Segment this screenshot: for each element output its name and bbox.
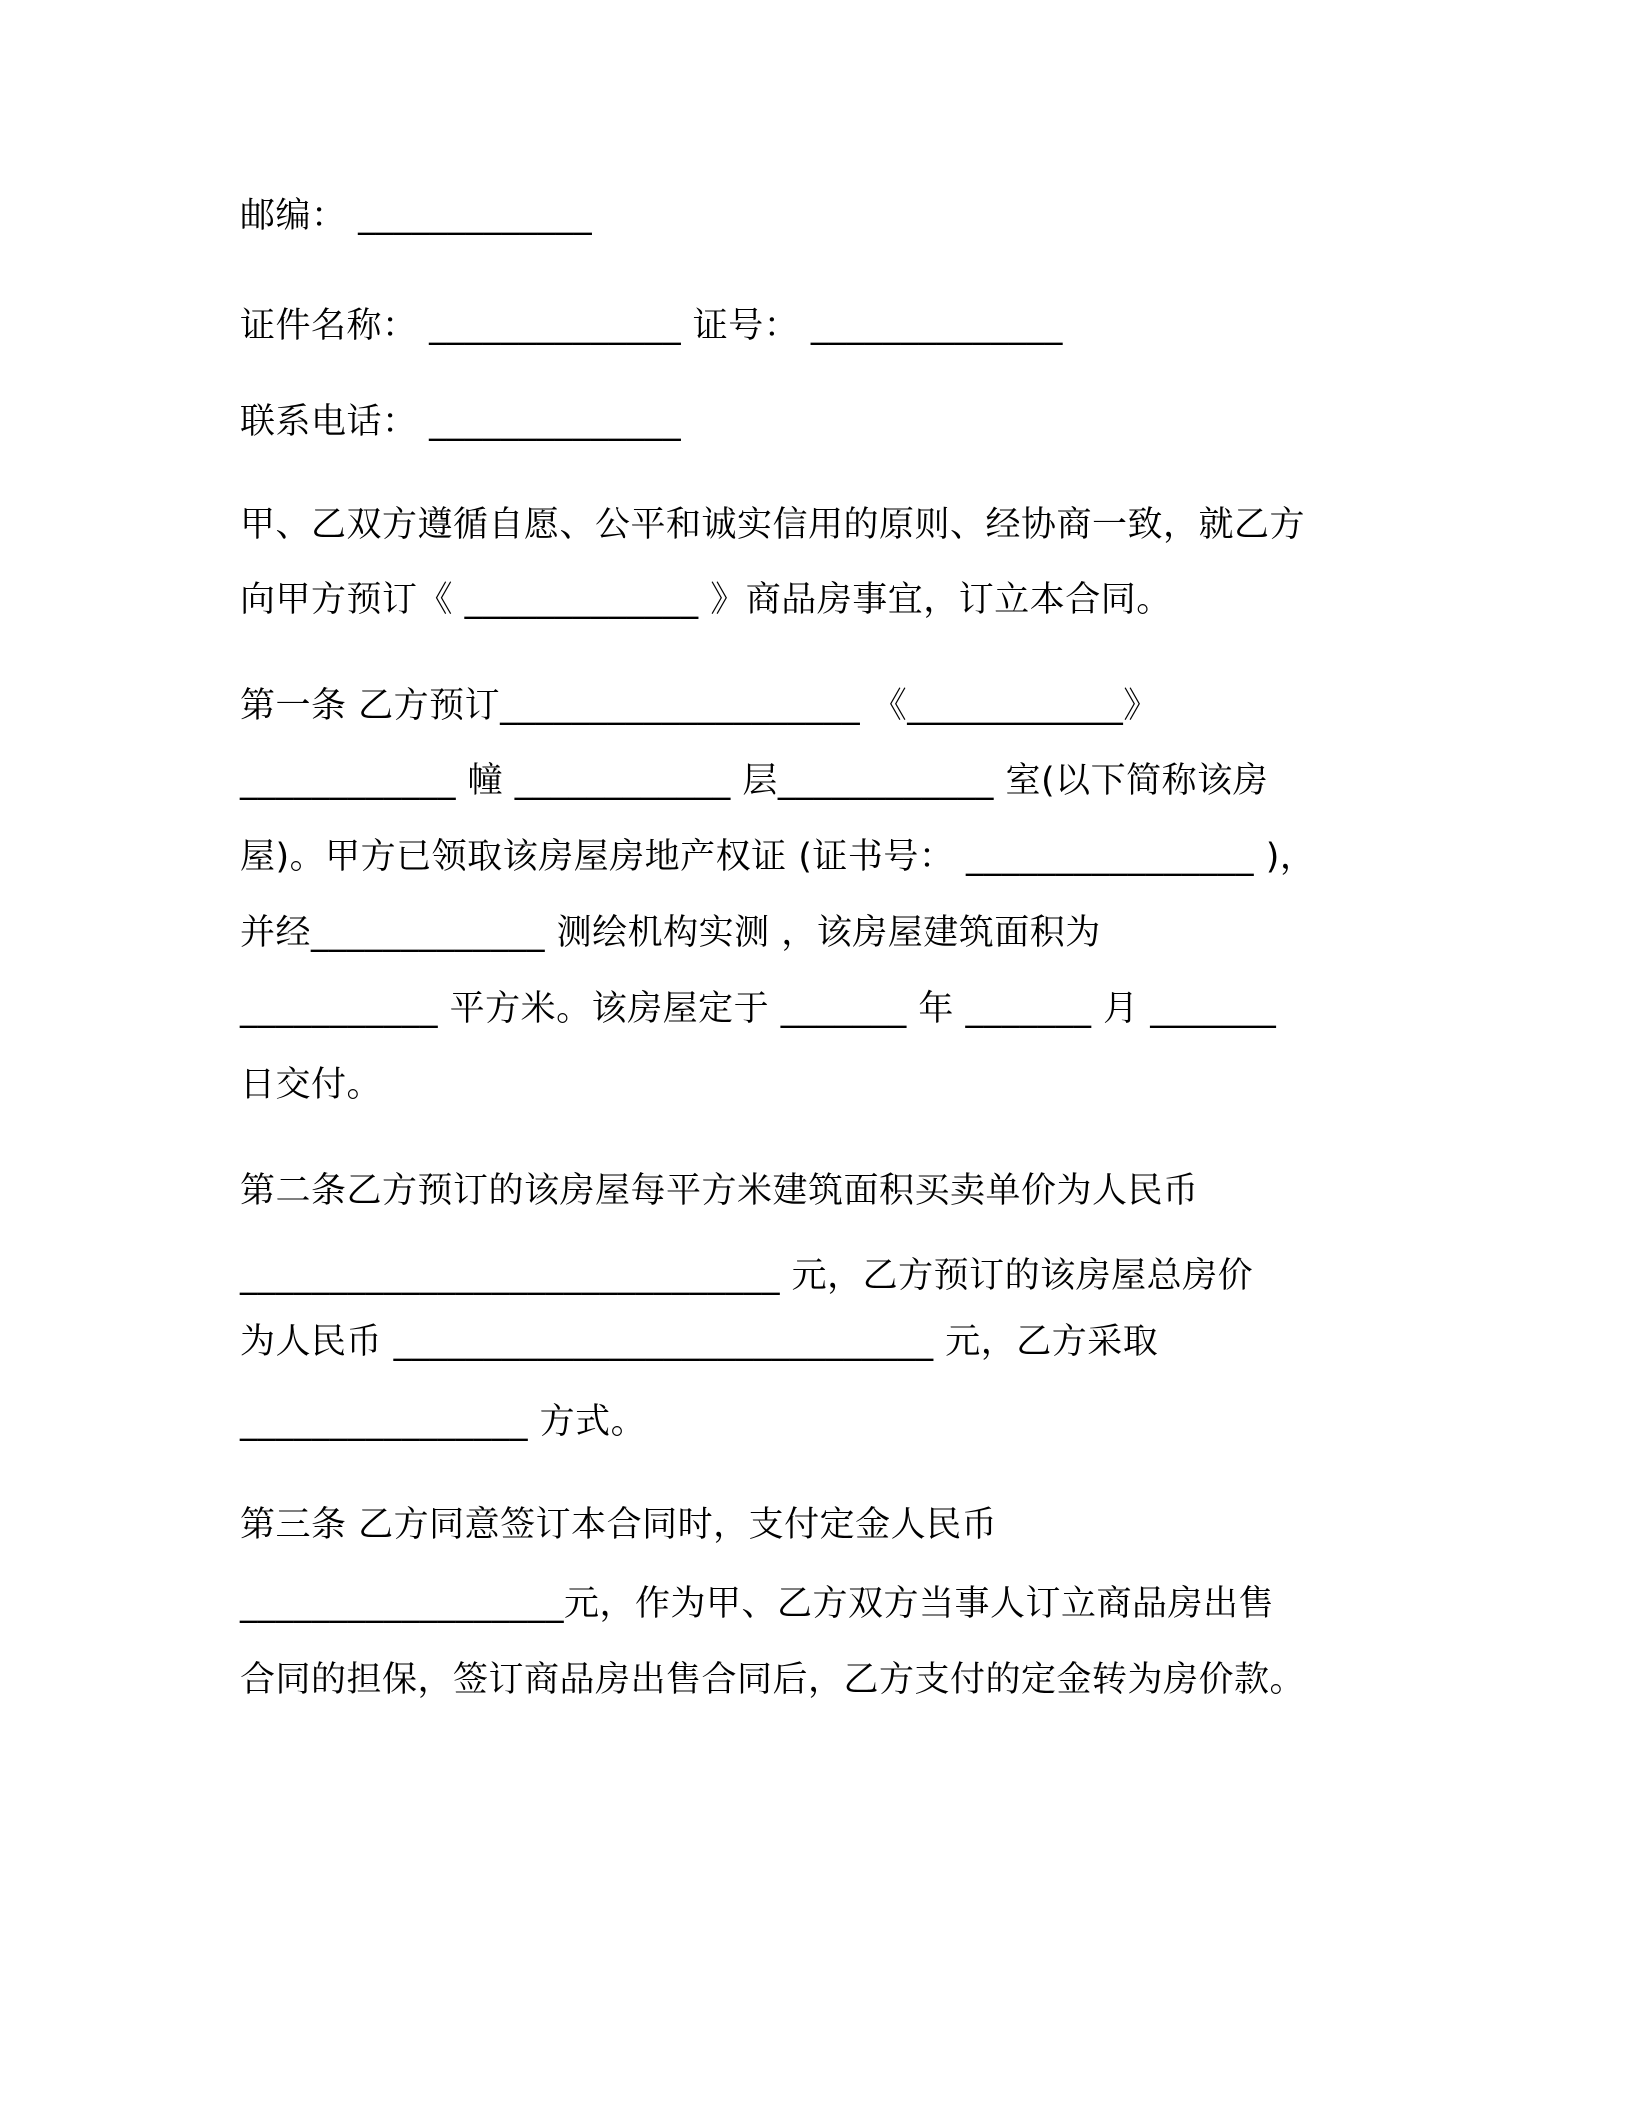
article2-line-4: ________________ 方式。 [240,1402,647,1442]
intro-line-2: 向甲方预订《 _____________ 》商品房事宜，订立本合同。 [240,580,1172,620]
postcode-line: 邮编： _____________ [240,196,593,236]
article3-line-2: __________________元，作为甲、乙方双方当事人订立商品房出售 [240,1584,1275,1624]
article1-line-1: 第一条 乙方预订____________________ 《____________》 [240,686,1159,726]
article1-line-6: 日交付。 [240,1065,383,1105]
article1-line-2: ____________ 幢 ____________ 层____________ 室(以下简称该房 [240,761,1269,801]
article1-line-4: 并经_____________ 测绘机构实测 ，该房屋建筑面积为 [240,913,1101,953]
article3-line-1: 第三条 乙方同意签订本合同时，支付定金人民币 [240,1505,998,1545]
id-document-line: 证件名称： ______________ 证号： ______________ [240,306,1063,346]
article1-line-3: 屋)。甲方已领取该房屋房地产权证 (证书号： ________________ )， [240,837,1316,877]
intro-line-1: 甲、乙双方遵循自愿、公平和诚实信用的原则、经协商一致，就乙方 [240,505,1306,545]
phone-line: 联系电话： ______________ [240,402,682,442]
article1-line-5: ___________ 平方米。该房屋定于 _______ 年 _______ 月 _______ [240,989,1277,1029]
article3-line-3: 合同的担保，签订商品房出售合同后，乙方支付的定金转为房价款。 [240,1660,1306,1700]
article2-line-2: ______________________________ 元，乙方预订的该房屋总房价 [240,1256,1254,1296]
article2-line-3: 为人民币 ______________________________ 元，乙方采取 [240,1322,1159,1362]
article2-line-1: 第二条乙方预订的该房屋每平方米建筑面积买卖单价为人民币 [240,1171,1199,1211]
